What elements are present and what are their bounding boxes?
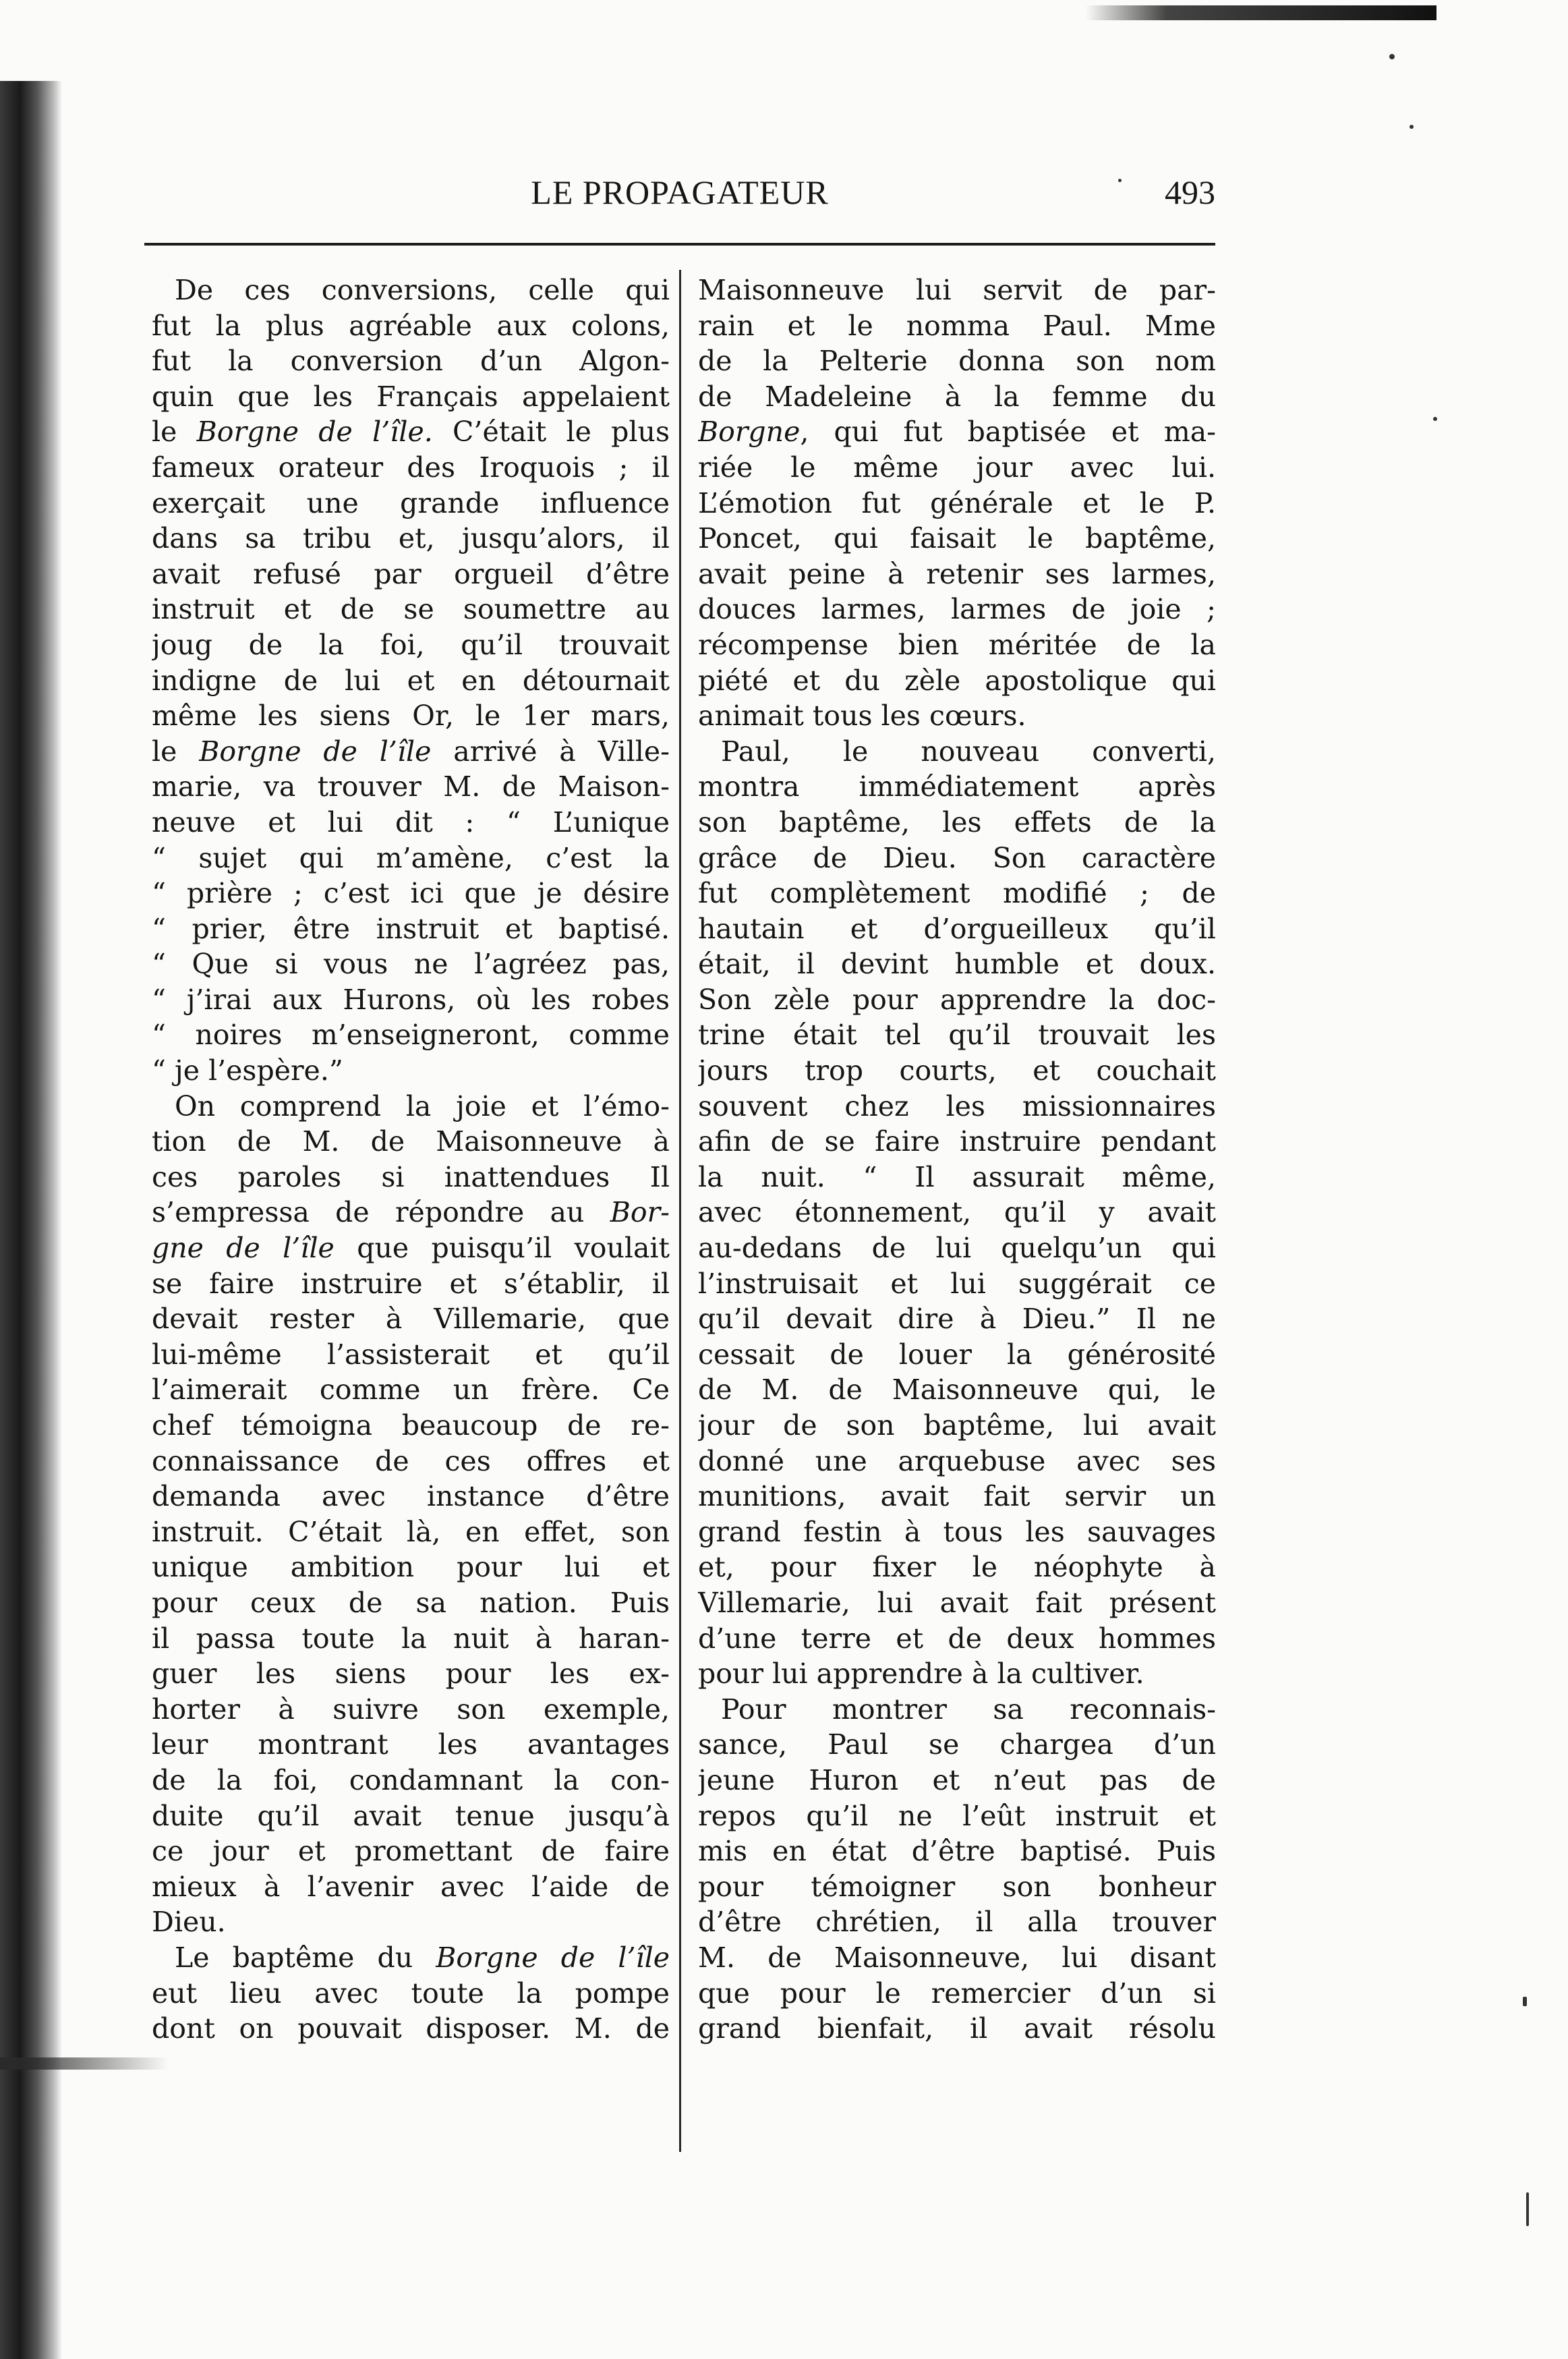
text-line bbox=[152, 1727, 670, 1763]
text-segment: horter à suivre son exemple, bbox=[152, 1693, 670, 1726]
text-line bbox=[698, 1053, 1216, 1089]
text-segment: se faire instruire et s’établir, il bbox=[152, 1267, 670, 1300]
text-line bbox=[152, 1124, 670, 1160]
text-line bbox=[698, 769, 1216, 805]
text-line bbox=[698, 414, 1216, 450]
text-line bbox=[152, 769, 670, 805]
text-line bbox=[152, 1230, 670, 1266]
text-line bbox=[152, 1550, 670, 1585]
text-segment: munitions, avait fait servir un bbox=[698, 1480, 1216, 1513]
italic-segment: Bor- bbox=[610, 1196, 670, 1229]
text-line bbox=[698, 982, 1216, 1018]
text-segment: indigne de lui et en détournait bbox=[152, 664, 670, 697]
text-segment: guer les siens pour les ex- bbox=[152, 1657, 670, 1690]
text-line bbox=[152, 1798, 670, 1834]
scan-binding-shadow bbox=[0, 81, 62, 2359]
text-segment: instruit. C’était là, en effet, son bbox=[152, 1515, 670, 1548]
text-line bbox=[152, 1301, 670, 1337]
text-line bbox=[152, 1195, 670, 1230]
text-line bbox=[698, 557, 1216, 592]
text-segment: l’aimerait comme un frère. Ce bbox=[152, 1373, 670, 1406]
text-line bbox=[152, 805, 670, 841]
text-line bbox=[698, 1692, 1216, 1728]
text-segment: montra immédiatement après bbox=[698, 770, 1216, 803]
header-rule bbox=[144, 243, 1215, 246]
text-line bbox=[698, 663, 1216, 699]
text-segment: son baptême, les effets de la bbox=[698, 805, 1216, 839]
text-line bbox=[698, 308, 1216, 344]
text-line bbox=[698, 521, 1216, 557]
text-line bbox=[152, 1514, 670, 1550]
text-segment: mieux à l’avenir avec l’aide de bbox=[152, 1870, 670, 1903]
text-line bbox=[698, 911, 1216, 947]
text-segment: hautain et d’orgueilleux qu’il bbox=[698, 912, 1216, 945]
text-segment: grâce de Dieu. Son caractère bbox=[698, 841, 1216, 874]
text-segment: s’empressa de répondre au bbox=[152, 1196, 610, 1229]
text-line bbox=[698, 1479, 1216, 1514]
right-column bbox=[698, 273, 1216, 2148]
text-segment: “ j’irai aux Hurons, où les robes bbox=[152, 983, 670, 1016]
text-segment: dont on pouvait disposer. M. de bbox=[152, 2012, 670, 2045]
text-line bbox=[698, 1372, 1216, 1408]
text-segment: tion de M. de Maisonneuve à bbox=[152, 1125, 670, 1158]
text-line bbox=[698, 379, 1216, 415]
text-segment: grand festin à tous les sauvages bbox=[698, 1515, 1216, 1548]
text-segment: chef témoigna beaucoup de re- bbox=[152, 1409, 670, 1442]
text-segment: demanda avec instance d’être bbox=[152, 1480, 670, 1513]
text-line bbox=[698, 1585, 1216, 1621]
text-segment: “ prière ; c’est ici que je désire bbox=[152, 877, 670, 910]
text-segment: marie, va trouver M. de Maison- bbox=[152, 770, 670, 803]
text-line bbox=[152, 1904, 670, 1940]
text-segment: fut complètement modifié ; de bbox=[698, 877, 1216, 910]
text-line bbox=[152, 1834, 670, 1869]
text-segment: L’émotion fut générale et le P. bbox=[698, 486, 1216, 519]
text-segment: exerçait une grande influence bbox=[152, 486, 670, 519]
text-line bbox=[698, 734, 1216, 770]
text-line bbox=[698, 1089, 1216, 1125]
italic-segment: Borgne bbox=[698, 416, 801, 449]
text-line bbox=[698, 1621, 1216, 1657]
text-segment: ce jour et promettant de faire bbox=[152, 1835, 670, 1868]
text-line bbox=[152, 308, 670, 344]
text-line bbox=[698, 1514, 1216, 1550]
text-line bbox=[698, 343, 1216, 379]
text-segment: quin que les Français appelaient bbox=[152, 380, 670, 413]
text-line bbox=[698, 486, 1216, 521]
text-line bbox=[698, 1337, 1216, 1373]
text-segment: unique ambition pour lui et bbox=[152, 1551, 670, 1584]
text-line bbox=[698, 946, 1216, 982]
text-segment: “ sujet qui m’amène, c’est la bbox=[152, 841, 670, 874]
text-segment: duite qu’il avait tenue jusqu’à bbox=[152, 1799, 670, 1832]
text-line bbox=[152, 1444, 670, 1479]
text-line bbox=[152, 273, 670, 308]
text-line bbox=[698, 2011, 1216, 2047]
text-segment: même les siens Or, le 1er mars, bbox=[152, 700, 670, 733]
text-segment: , qui fut baptisée et ma- bbox=[800, 416, 1216, 449]
text-line bbox=[152, 1372, 670, 1408]
text-segment: avec étonnement, qu’il y avait bbox=[698, 1196, 1216, 1229]
text-segment: riée le même jour avec lui. bbox=[698, 451, 1216, 484]
italic-segment: Borgne de l’île bbox=[199, 735, 432, 768]
text-segment: de M. de Maisonneuve qui, le bbox=[698, 1373, 1216, 1406]
text-segment: rain et le nomma Paul. Mme bbox=[698, 309, 1216, 342]
text-segment: fut la plus agréable aux colons, bbox=[152, 309, 670, 342]
text-segment: pour ceux de sa nation. Puis bbox=[152, 1586, 670, 1619]
text-line bbox=[698, 627, 1216, 663]
text-line bbox=[152, 1940, 670, 1976]
scan-binding-mark bbox=[0, 2057, 169, 2070]
text-line bbox=[152, 486, 670, 521]
text-segment: ces paroles si inattendues Il bbox=[152, 1160, 670, 1193]
text-line bbox=[152, 521, 670, 557]
text-segment: jours trop courts, et couchait bbox=[698, 1054, 1216, 1087]
scan-speck bbox=[1389, 54, 1395, 59]
text-segment: d’être chrétien, il alla trouver bbox=[698, 1906, 1216, 1939]
text-line bbox=[152, 698, 670, 734]
text-line bbox=[152, 1266, 670, 1302]
text-segment: qu’il devait dire à Dieu.” Il ne bbox=[698, 1303, 1216, 1336]
text-segment: Paul, le nouveau converti, bbox=[721, 735, 1216, 768]
text-segment: cessait de louer la générosité bbox=[698, 1338, 1216, 1371]
text-segment: sance, Paul se chargea d’un bbox=[698, 1728, 1216, 1761]
text-segment: devait rester à Villemarie, que bbox=[152, 1303, 670, 1336]
text-segment: joug de la foi, qu’il trouvait bbox=[152, 628, 670, 661]
text-line bbox=[698, 1727, 1216, 1763]
text-line bbox=[698, 1550, 1216, 1585]
text-segment: “ Que si vous ne l’agréez pas, bbox=[152, 948, 670, 981]
text-line bbox=[152, 592, 670, 627]
text-line bbox=[698, 1195, 1216, 1230]
running-head bbox=[144, 173, 1215, 220]
text-segment: eut lieu avec toute la pompe bbox=[152, 1977, 670, 2010]
text-line bbox=[698, 1904, 1216, 1940]
text-segment: Pour montrer sa reconnais- bbox=[721, 1693, 1216, 1726]
text-segment: connaissance de ces offres et bbox=[152, 1444, 670, 1477]
text-line bbox=[698, 592, 1216, 627]
text-segment: de la Pelterie donna son nom bbox=[698, 345, 1216, 378]
column-divider bbox=[679, 270, 681, 2152]
text-segment: lui-même l’assisterait et qu’il bbox=[152, 1338, 670, 1371]
text-segment: de la foi, condamnant la con- bbox=[152, 1763, 670, 1796]
left-column bbox=[152, 273, 670, 2148]
text-line bbox=[698, 1763, 1216, 1798]
text-segment: Maisonneuve lui servit de par- bbox=[698, 274, 1216, 306]
text-line bbox=[698, 1798, 1216, 1834]
text-segment: de Madeleine à la femme du bbox=[698, 380, 1216, 413]
italic-segment: gne de l’île bbox=[152, 1232, 335, 1265]
text-segment: afin de se faire instruire pendant bbox=[698, 1125, 1216, 1158]
text-segment: récompense bien méritée de la bbox=[698, 628, 1216, 661]
text-line bbox=[152, 876, 670, 911]
text-line bbox=[152, 1053, 670, 1089]
text-segment: leur montrant les avantages bbox=[152, 1728, 670, 1761]
text-line bbox=[698, 1124, 1216, 1160]
text-line bbox=[698, 841, 1216, 876]
italic-segment: Borgne de l’île. bbox=[196, 416, 433, 449]
text-segment: M. de Maisonneuve, lui disant bbox=[698, 1941, 1216, 1974]
text-segment: Le baptême du bbox=[175, 1941, 436, 1974]
text-segment: arrivé à Ville- bbox=[431, 735, 670, 768]
text-segment: piété et du zèle apostolique qui bbox=[698, 664, 1216, 697]
text-line bbox=[698, 1230, 1216, 1266]
text-line bbox=[152, 379, 670, 415]
page-number: 493 bbox=[1165, 173, 1215, 211]
text-line bbox=[152, 911, 670, 947]
text-segment: grand bienfait, il avait résolu bbox=[698, 2012, 1216, 2045]
scan-speck bbox=[1526, 2192, 1529, 2226]
text-segment: “ je l’espère.” bbox=[152, 1054, 343, 1087]
text-segment: repos qu’il ne l’eût instruit et bbox=[698, 1799, 1216, 1832]
text-line bbox=[152, 450, 670, 486]
text-line bbox=[152, 1585, 670, 1621]
scan-speck bbox=[1433, 417, 1437, 421]
text-line bbox=[152, 1763, 670, 1798]
text-line bbox=[698, 1656, 1216, 1692]
text-line bbox=[152, 1089, 670, 1125]
text-segment: fut la conversion d’un Algon- bbox=[152, 345, 670, 378]
text-segment: l’instruisait et lui suggérait ce bbox=[698, 1267, 1216, 1300]
text-line bbox=[152, 946, 670, 982]
text-segment: “ noires m’enseigneront, comme bbox=[152, 1019, 670, 1052]
text-line bbox=[152, 1479, 670, 1514]
text-line bbox=[152, 343, 670, 379]
text-line bbox=[152, 627, 670, 663]
text-line bbox=[698, 1266, 1216, 1302]
text-line bbox=[152, 1337, 670, 1373]
text-line bbox=[698, 1160, 1216, 1195]
text-segment: donné une arquebuse avec ses bbox=[698, 1444, 1216, 1477]
text-line bbox=[698, 273, 1216, 308]
text-segment: il passa toute la nuit à haran- bbox=[152, 1622, 670, 1655]
text-line bbox=[698, 1301, 1216, 1337]
text-segment: animait tous les cœurs. bbox=[698, 700, 1026, 733]
text-segment: avait peine à retenir ses larmes, bbox=[698, 557, 1216, 590]
text-segment: au-dedans de lui quelqu’un qui bbox=[698, 1232, 1216, 1265]
text-line bbox=[152, 1408, 670, 1444]
text-line bbox=[152, 557, 670, 592]
text-line bbox=[698, 1444, 1216, 1479]
text-line bbox=[152, 1621, 670, 1657]
text-line bbox=[152, 734, 670, 770]
text-segment: jour de son baptême, lui avait bbox=[698, 1409, 1216, 1442]
text-segment: la nuit. “ Il assurait même, bbox=[698, 1160, 1216, 1193]
text-line bbox=[152, 1656, 670, 1692]
text-segment: instruit et de se soumettre au bbox=[152, 593, 670, 626]
text-segment: dans sa tribu et, jusqu’alors, il bbox=[152, 522, 670, 555]
text-line bbox=[698, 698, 1216, 734]
text-line bbox=[698, 876, 1216, 911]
text-segment: que pour le remercier d’un si bbox=[698, 1977, 1216, 2010]
text-segment: mis en état d’être baptisé. Puis bbox=[698, 1835, 1216, 1868]
text-segment: jeune Huron et n’eut pas de bbox=[698, 1763, 1216, 1796]
text-line bbox=[152, 1692, 670, 1728]
text-segment: Son zèle pour apprendre la doc- bbox=[698, 983, 1216, 1016]
scan-top-smudge bbox=[1086, 5, 1436, 20]
text-line bbox=[152, 2011, 670, 2047]
text-line bbox=[698, 1017, 1216, 1053]
text-line bbox=[698, 805, 1216, 841]
text-segment: neuve et lui dit : “ L’unique bbox=[152, 805, 670, 839]
text-segment: Dieu. bbox=[152, 1906, 226, 1939]
text-line bbox=[152, 1976, 670, 2012]
italic-segment: Borgne de l’île bbox=[436, 1941, 670, 1974]
page-title: LE PROPAGATEUR bbox=[531, 173, 829, 211]
text-segment: De ces conversions, celle qui bbox=[175, 274, 670, 306]
text-segment: le bbox=[152, 416, 197, 449]
text-line bbox=[152, 663, 670, 699]
text-segment: le bbox=[152, 735, 200, 768]
text-line bbox=[152, 841, 670, 876]
text-segment: trine était tel qu’il trouvait les bbox=[698, 1019, 1216, 1052]
text-segment: et, pour fixer le néophyte à bbox=[698, 1551, 1216, 1584]
text-segment: pour témoigner son bonheur bbox=[698, 1870, 1216, 1903]
text-line bbox=[152, 1017, 670, 1053]
text-segment: que puisqu’il voulait bbox=[334, 1232, 670, 1265]
text-line bbox=[698, 1408, 1216, 1444]
text-line bbox=[698, 450, 1216, 486]
text-line bbox=[698, 1976, 1216, 2012]
text-segment: avait refusé par orgueil d’être bbox=[152, 557, 670, 590]
text-line bbox=[698, 1940, 1216, 1976]
text-segment: d’une terre et de deux hommes bbox=[698, 1622, 1216, 1655]
scan-speck bbox=[1410, 125, 1414, 129]
text-segment: Poncet, qui faisait le baptême, bbox=[698, 522, 1216, 555]
text-segment: C’était le plus bbox=[432, 416, 670, 449]
text-line bbox=[152, 1160, 670, 1195]
text-segment: On comprend la joie et l’émo- bbox=[175, 1089, 670, 1122]
scan-speck bbox=[1523, 1997, 1527, 2006]
text-segment: était, il devint humble et doux. bbox=[698, 948, 1216, 981]
text-line bbox=[152, 982, 670, 1018]
text-line bbox=[152, 414, 670, 450]
text-segment: douces larmes, larmes de joie ; bbox=[698, 593, 1216, 626]
text-line bbox=[152, 1869, 670, 1905]
text-line bbox=[698, 1869, 1216, 1905]
text-line bbox=[698, 1834, 1216, 1869]
text-segment: Villemarie, lui avait fait présent bbox=[698, 1586, 1216, 1619]
text-segment: souvent chez les missionnaires bbox=[698, 1089, 1216, 1122]
text-segment: fameux orateur des Iroquois ; il bbox=[152, 451, 670, 484]
text-segment: pour lui apprendre à la cultiver. bbox=[698, 1657, 1144, 1690]
text-segment: “ prier, être instruit et baptisé. bbox=[152, 912, 670, 945]
